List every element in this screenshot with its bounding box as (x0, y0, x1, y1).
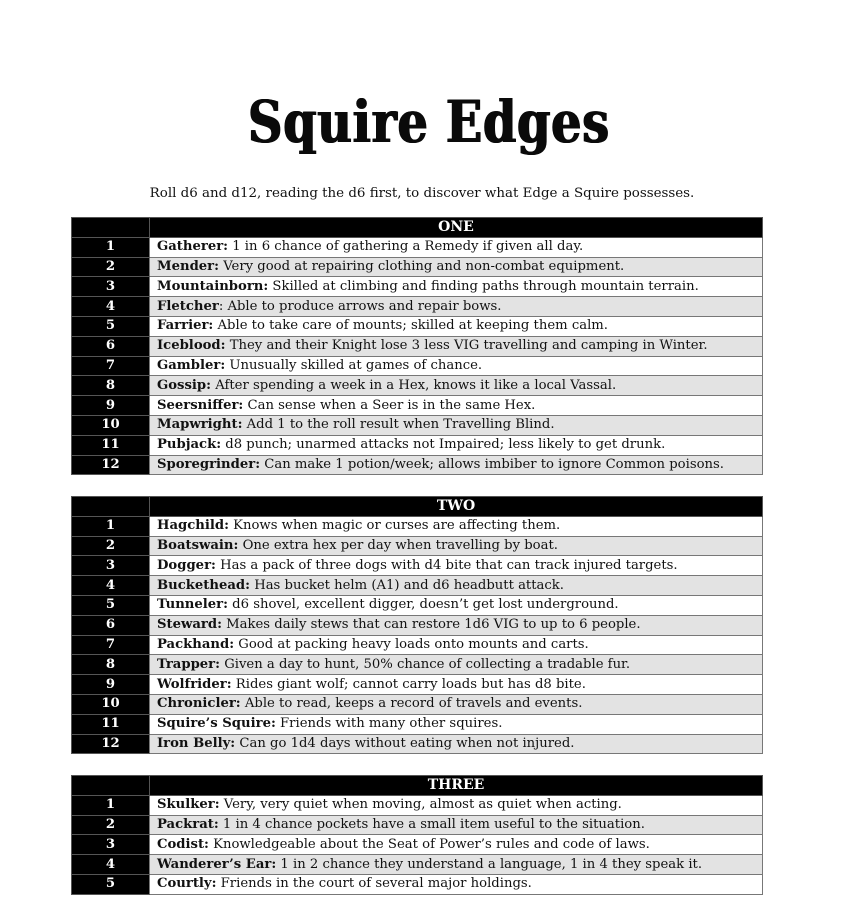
edge-description (150, 655, 763, 675)
table-row (72, 376, 763, 396)
table-row (72, 277, 763, 297)
table-row (72, 734, 763, 754)
table-row (72, 356, 763, 376)
edge-description (150, 815, 763, 835)
roll-number: 10 (72, 694, 150, 714)
edge-name: Iceblood: (157, 338, 226, 354)
edge-description (150, 336, 763, 356)
edge-description (150, 795, 763, 815)
edge-description (150, 536, 763, 556)
roll-number: 2 (72, 257, 150, 277)
edge-name: Hagchild: (157, 518, 229, 534)
roll-column-header (72, 497, 150, 517)
edge-effect: Friends in the court of several major holdings. (216, 876, 532, 892)
roll-number: 3 (72, 277, 150, 297)
edge-description (150, 376, 763, 396)
edge-description (150, 835, 763, 855)
edge-name: Courtly: (157, 876, 217, 892)
roll-number: 5 (72, 874, 150, 894)
edge-description (150, 714, 763, 734)
table-header-row (72, 776, 763, 796)
edge-name: Wanderer’s Ear: (157, 856, 277, 872)
edge-effect: Can sense when a Seer is in the same Hex. (243, 397, 536, 413)
table-row (72, 675, 763, 695)
table-row (72, 336, 763, 356)
table-row (72, 435, 763, 455)
edge-description (150, 356, 763, 376)
table-row (72, 595, 763, 615)
edge-name: Iron Belly: (157, 735, 236, 751)
table-row (72, 415, 763, 435)
edge-name: Dogger: (157, 557, 216, 573)
edge-name: Mender: (157, 258, 220, 274)
roll-number: 6 (72, 336, 150, 356)
roll-number: 4 (72, 855, 150, 875)
edge-effect: Able to take care of mounts; skilled at keeping them calm. (213, 318, 609, 334)
edge-name: Trapper: (157, 656, 220, 672)
roll-number: 7 (72, 356, 150, 376)
roll-number: 3 (72, 556, 150, 576)
edge-description (150, 277, 763, 297)
edge-description (150, 435, 763, 455)
roll-number: 1 (72, 237, 150, 257)
roll-number: 12 (72, 455, 150, 475)
edge-effect: Able to read, keeps a record of travels and events. (240, 696, 583, 712)
edge-name: Steward: (157, 617, 222, 633)
edge-description (150, 455, 763, 475)
table-row (72, 655, 763, 675)
roll-number: 5 (72, 316, 150, 336)
edge-effect: Knowledgeable about the Seat of Power’s rules and code of laws. (208, 836, 650, 852)
edge-effect: : Able to produce arrows and repair bows. (218, 298, 502, 314)
table-row (72, 855, 763, 875)
roll-number: 7 (72, 635, 150, 655)
edge-description (150, 595, 763, 615)
edge-description (150, 556, 763, 576)
edge-name: Chronicler: (157, 696, 241, 712)
roll-number: 2 (72, 815, 150, 835)
edge-description (150, 516, 763, 536)
edge-description (150, 615, 763, 635)
edge-name: Farrier: (157, 318, 214, 334)
edge-name: Gossip: (157, 377, 212, 393)
edge-description (150, 576, 763, 596)
table-row (72, 815, 763, 835)
edge-name: Fletcher (157, 298, 219, 314)
edge-description (150, 237, 763, 257)
edge-effect: Makes daily stews that can restore 1d6 VIG to up to 6 people. (221, 617, 641, 633)
roll-number: 4 (72, 576, 150, 596)
roll-number: 9 (72, 675, 150, 695)
edge-name: Packrat: (157, 816, 219, 832)
edge-description (150, 734, 763, 754)
roll-number: 6 (72, 615, 150, 635)
edge-effect: d8 punch; unarmed attacks not Impaired; less likely to get drunk. (221, 437, 666, 453)
edge-description (150, 257, 763, 277)
edge-effect: Friends with many other squires. (275, 716, 503, 732)
edge-effect: Good at packing heavy loads onto mounts and carts. (234, 636, 589, 652)
edge-effect: After spending a week in a Hex, knows it like a local Vassal. (211, 377, 617, 393)
edge-name: Boatswain: (157, 537, 239, 553)
edge-name: Gambler: (157, 357, 226, 373)
roll-number: 8 (72, 655, 150, 675)
edge-description (150, 396, 763, 416)
intro-text: Roll d6 and d12, reading the d6 first, to discover what Edge a Squire possesses. (149, 186, 695, 201)
edge-table-one (71, 217, 763, 475)
table-row (72, 615, 763, 635)
roll-column-header (72, 218, 150, 238)
edge-effect: Can make 1 potion/week; allows imbiber to ignore Common poisons. (260, 456, 724, 472)
edge-description (150, 694, 763, 714)
edge-effect: d6 shovel, excellent digger, doesn’t get lost underground. (227, 597, 619, 613)
edge-table-two (71, 496, 763, 754)
roll-number: 12 (72, 734, 150, 754)
table-header-row (72, 497, 763, 517)
edge-description (150, 297, 763, 317)
table-row (72, 556, 763, 576)
edge-name: Mountainborn: (157, 278, 269, 294)
edge-effect: Has bucket helm (A1) and d6 headbutt attack. (250, 577, 564, 593)
roll-column-header (72, 776, 150, 796)
table-row (72, 576, 763, 596)
edge-name: Skulker: (157, 797, 220, 813)
table-row (72, 874, 763, 894)
edge-description (150, 675, 763, 695)
roll-number: 9 (72, 396, 150, 416)
roll-number: 4 (72, 297, 150, 317)
edge-name: Seersniffer: (157, 397, 244, 413)
edge-description (150, 635, 763, 655)
edge-effect: Skilled at climbing and finding paths through mountain terrain. (268, 278, 699, 294)
table-row (72, 694, 763, 714)
table-heading: THREE (150, 776, 763, 796)
edge-effect: Knows when magic or curses are affecting them. (228, 518, 561, 534)
edge-name: Squire’s Squire: (157, 716, 276, 732)
table-heading: ONE (150, 218, 763, 238)
edge-name: Tunneler: (157, 597, 228, 613)
table-row (72, 297, 763, 317)
edge-effect: Rides giant wolf; cannot carry loads but has d8 bite. (231, 676, 586, 692)
edge-effect: Has a pack of three dogs with d4 bite that can track injured targets. (215, 557, 678, 573)
edge-table-three (71, 775, 763, 895)
page-title: Squire Edges (248, 88, 610, 156)
edge-name: Wolfrider: (157, 676, 232, 692)
edge-effect: One extra hex per day when travelling by boat. (238, 537, 558, 553)
table-row (72, 455, 763, 475)
roll-number: 5 (72, 595, 150, 615)
table-row (72, 237, 763, 257)
edge-name: Codist: (157, 836, 209, 852)
edge-description (150, 855, 763, 875)
roll-number: 3 (72, 835, 150, 855)
table-row (72, 635, 763, 655)
roll-number: 10 (72, 415, 150, 435)
edge-effect: They and their Knight lose 3 less VIG travelling and camping in Winter. (225, 338, 708, 354)
table-row (72, 396, 763, 416)
edge-effect: Can go 1d4 days without eating when not injured. (235, 735, 575, 751)
edge-effect: 1 in 2 chance they understand a language, 1 in 4 they speak it. (276, 856, 703, 872)
roll-number: 8 (72, 376, 150, 396)
edge-effect: Unusually skilled at games of chance. (225, 357, 483, 373)
table-row (72, 516, 763, 536)
edge-name: Gatherer: (157, 239, 229, 255)
table-row (72, 536, 763, 556)
roll-number: 1 (72, 516, 150, 536)
edge-effect: 1 in 4 chance pockets have a small item useful to the situation. (218, 816, 645, 832)
table-row (72, 316, 763, 336)
edge-effect: Very good at repairing clothing and non-combat equipment. (219, 258, 625, 274)
table-row (72, 835, 763, 855)
table-row (72, 714, 763, 734)
edge-name: Sporegrinder: (157, 456, 261, 472)
edge-effect: Add 1 to the roll result when Travelling Blind. (242, 417, 555, 433)
table-heading: TWO (150, 497, 763, 517)
edge-description (150, 415, 763, 435)
table-row (72, 795, 763, 815)
edge-effect: 1 in 6 chance of gathering a Remedy if given all day. (228, 239, 584, 255)
edge-name: Buckethead: (157, 577, 250, 593)
roll-number: 11 (72, 435, 150, 455)
edge-effect: Given a day to hunt, 50% chance of collecting a tradable fur. (220, 656, 631, 672)
edge-name: Packhand: (157, 636, 235, 652)
roll-number: 11 (72, 714, 150, 734)
roll-number: 1 (72, 795, 150, 815)
edge-description (150, 874, 763, 894)
table-header-row (72, 218, 763, 238)
table-row (72, 257, 763, 277)
roll-number: 2 (72, 536, 150, 556)
edge-description (150, 316, 763, 336)
edge-name: Mapwright: (157, 417, 243, 433)
edge-name: Pubjack: (157, 437, 222, 453)
edge-effect: Very, very quiet when moving, almost as quiet when acting. (219, 797, 622, 813)
